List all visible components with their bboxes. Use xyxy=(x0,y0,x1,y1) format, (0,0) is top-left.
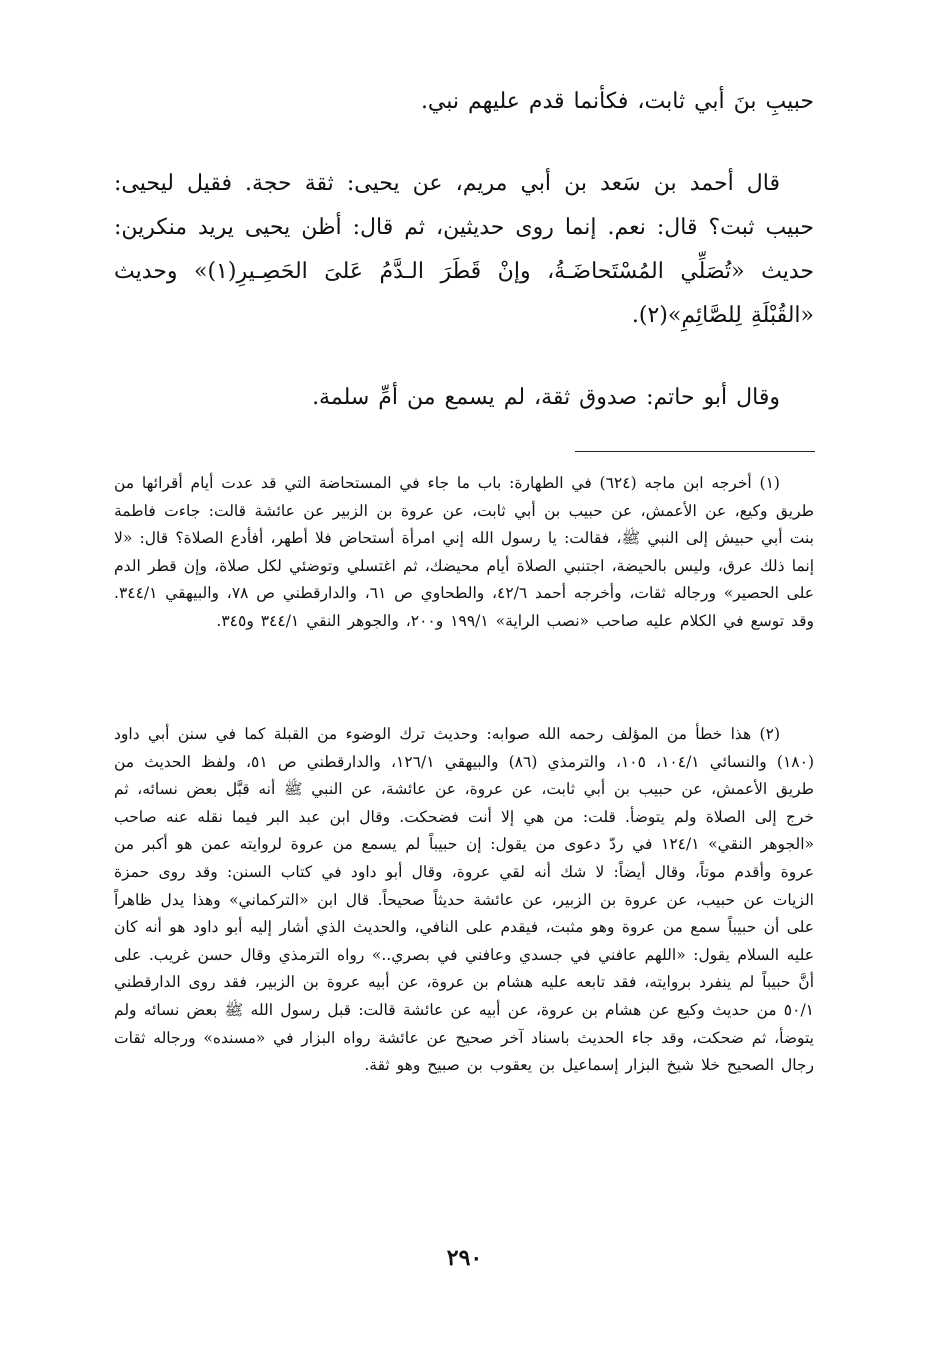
main-text: قال أحمد بن سَعد بن أبي مريم، عن يحيى: ثقة حجة. فقيل ليحيى: حبيب ثبت؟ قال: نعم. إنما روى حديثين، ثم قال: أظن يحيى يريد منكرين: حديث «تُصَلِّي المُسْتَحاضَـةُ، وإنْ قَطَرَ الـدَّمُ عَلىَ الحَصِـيرِ(١)» وحديث «القُبْلَةِ لِلصَّائِمِ»(٢). xyxy=(114,171,814,328)
footnote-text: (١) أخرجه ابن ماجه (٦٢٤) في الطهارة: باب ما جاء في المستحاضة التي قد عدت أيام أقرائها من طريق وكيع، عن الأعمش، عن حبيب بن أبي ثابت، عن عروة بن الزبير عن عائشة قالت: جاءت فاطمة بنت أبي حبيش إلى النبي ﷺ، فقالت: يا رسول الله إني امرأة أستحاض فلا أطهر، أفأدع الصلاة؟ قال: «لا إنما ذلك عرق، وليس بالحيضة، اجتنبي الصلاة أيام محيضك، ثم اغتسلي وتوضئي لكل صلاة، وإن قطر الدم على الحصير» ورجاله ثقات، وأخرجه أحمد ٤٢/٦، والطحاوي ص ٦١، والدارقطني ص ٧٨، والبيهقي ٣٤٤/١. وقد توسع في الكلام عليه صاحب «نصب الراية» ١٩٩/١ و٢٠٠، والجوهر النقي ٣٤٤/١ و٣٤٥. xyxy=(114,474,814,630)
footnote-separator xyxy=(575,451,815,452)
main-text: حبيبِ بنَ أبي ثابت، فكأنما قدم عليهم نبي. xyxy=(420,89,814,114)
page-number: ٢٩٠ xyxy=(446,1245,483,1271)
main-text: وقال أبو حاتم: صدوق ثقة، لم يسمع من أمِّ سلمة. xyxy=(312,385,780,410)
footnote-2 xyxy=(114,721,814,1080)
footnote-text: (٢) هذا خطأ من المؤلف رحمه الله صوابه: وحديث ترك الوضوء من القبلة كما في سنن أبي داود (١٨٠) والنسائي ١٠٤/١، ١٠٥، والترمذي (٨٦) والبيهقي ١٢٦/١، والدارقطني ص ٥١، ولفظ الحديث من طريق الأعمش، عن حبيب بن أبي ثابت، عن عروة، عن عائشة، عن النبي ﷺ أنه قبَّل بعض نسائه، ثم خرج إلى الصلاة ولم يتوضأ. قلت: من هي إلا أنت فضحكت. وقال ابن عبد البر فيما نقله عنه صاحب «الجوهر النقي» ١٢٤/١ في ردّ دعوى من يقول: إن حبيباً لم يسمع من عروة لروايته عمن هو أكبر من عروة وأقدم موتاً، وقال أيضاً: لا شك أنه لقي عروة، وقال أبو داود في كتاب السنن: وقد روى حمزة الزيات عن حبيب، عن عروة بن الزبير، عن عائشة حديثاً صحيحاً. قال ابن «التركماني» وهذا يدل ظاهراً على أن حبيباً سمع من عروة وهو مثبت، فيقدم على النافي، والحديث الذي أشار إليه أبو داود هو أنه كان عليه السلام يقول: «اللهم عافني في جسدي وعافني في بصري..» رواه الترمذي وقال حسن غريب. على أنَّ حبيباً لم ينفرد بروايته، فقد تابعه عليه هشام بن عروة، عن أبيه عروة بن الزبير، فقد روى الدارقطني ٥٠/١ من حديث وكيع عن هشام بن عروة، عن أبيه عن عائشة قالت: قبل رسول الله ﷺ بعض نسائه ولم يتوضأ، ثم ضحكت، وقد جاء الحديث باسناد آخر صحيح عن عائشة رواه البزار في «مسنده» ورجاله ثقات رجال الصحيح خلا شيخ البزار إسماعيل بن يعقوب بن صبيح وهو ثقة. xyxy=(114,725,814,1075)
main-paragraph-2 xyxy=(114,162,814,338)
main-paragraph-1 xyxy=(114,80,814,124)
main-paragraph-3 xyxy=(114,376,814,420)
footnote-1 xyxy=(114,470,814,636)
